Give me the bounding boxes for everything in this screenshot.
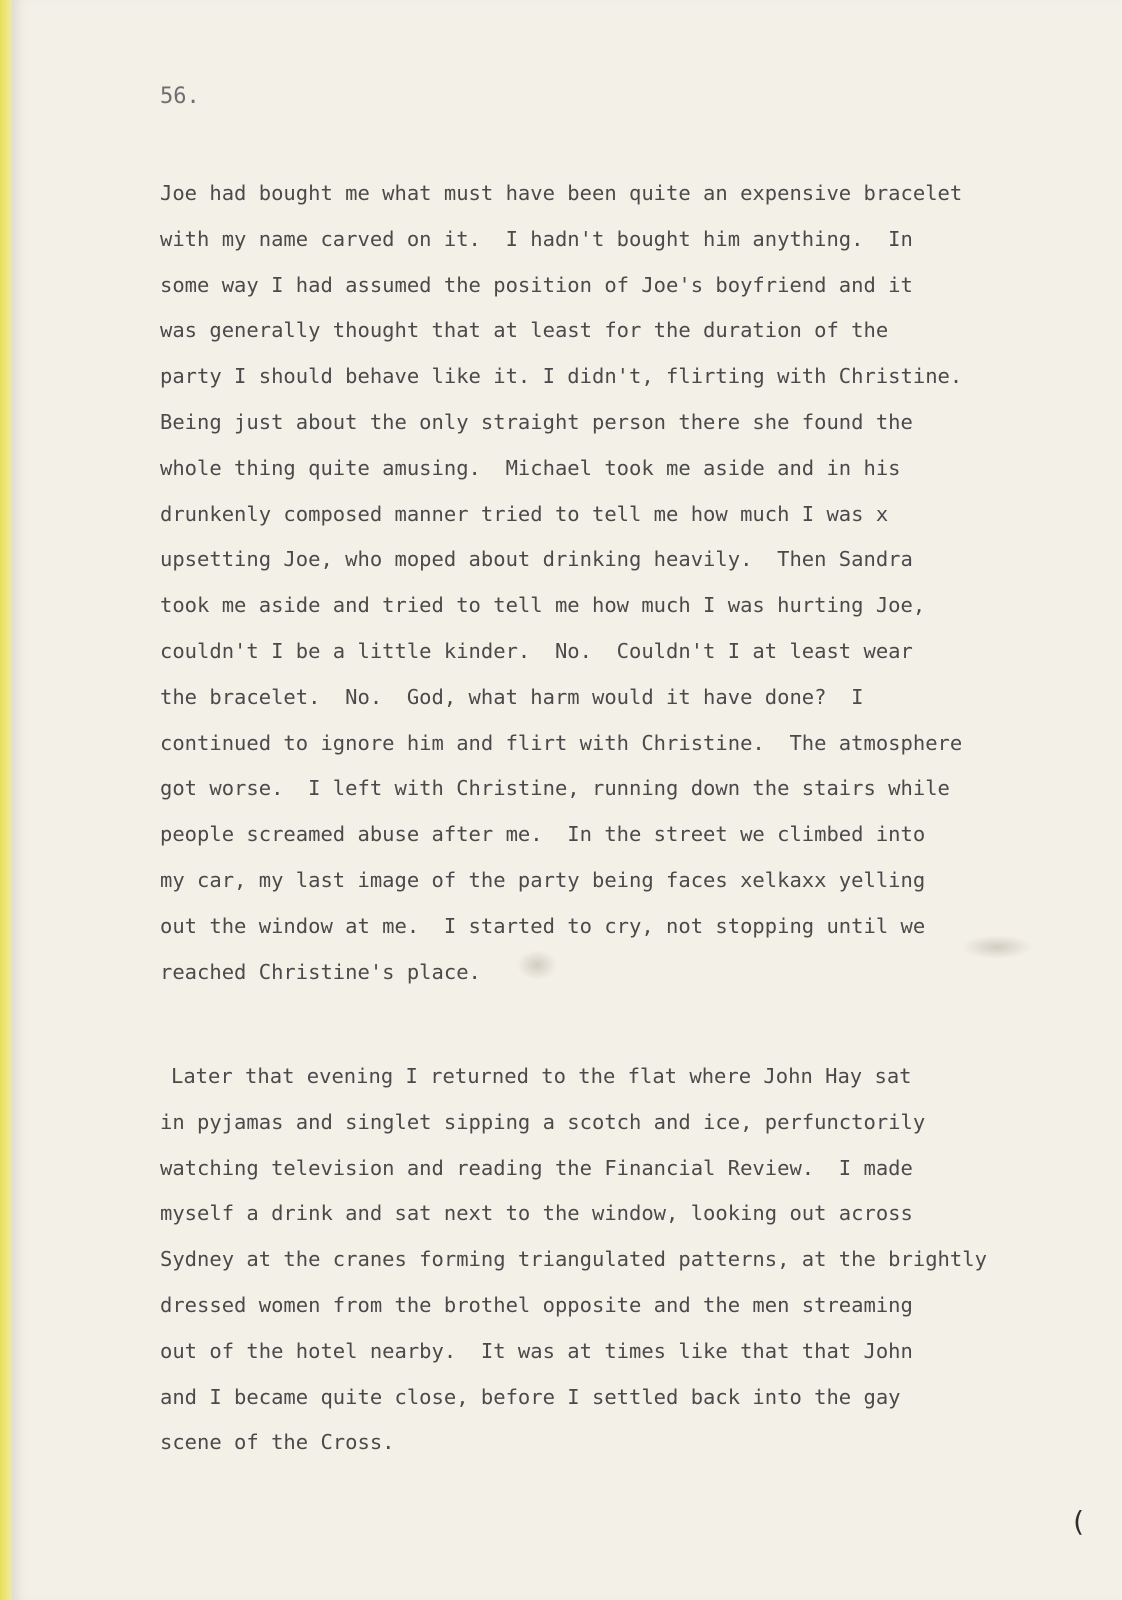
text-line: whole thing quite amusing. Michael took me aside and in his (160, 455, 901, 480)
text-line: Joe had bought me what must have been quite an expensive bracelet (160, 181, 963, 205)
text-line: scene of the Cross. (160, 1430, 395, 1455)
text-line: people screamed abuse after me. In the street we climbed into (160, 822, 926, 847)
text-line: continued to ignore him and flirt with Christine. The atmosphere (160, 730, 963, 755)
text-line: and I became quite close, before I settled back into the gay (160, 1384, 901, 1409)
text-line: got worse. I left with Christine, running down the stairs while (160, 776, 950, 801)
pencil-mark-icon: ( (1073, 1505, 1084, 1538)
text-line: the bracelet. No. God, what harm would it have done? I (160, 684, 864, 709)
text-line: reached Christine's place. (160, 959, 481, 984)
text-line: watching television and reading the Financial Review. I made (160, 1155, 913, 1180)
text-line: out of the hotel nearby. It was at times like that that John (160, 1338, 913, 1363)
paragraph-1 (160, 171, 1090, 995)
page-number: 56. (160, 84, 200, 109)
text-line: myself a drink and sat next to the window, looking out across (160, 1201, 913, 1226)
text-line: out the window at me. I started to cry, not stopping until we (160, 913, 926, 938)
text-line: with my name carved on it. I hadn't bought him anything. In (160, 226, 913, 251)
text-line: in pyjamas and singlet sipping a scotch and ice, perfunctorily (160, 1109, 926, 1134)
text-line: couldn't I be a little kinder. No. Couldn't I at least wear (160, 638, 913, 663)
text-line: some way I had assumed the position of Joe's boyfriend and it (160, 272, 913, 297)
text-line: was generally thought that at least for the duration of the (160, 318, 889, 343)
text-line: my car, my last image of the party being faces xelkaxx yelling (160, 867, 926, 892)
text-line: party I should behave like it. I didn't, flirting with Christine. (160, 364, 963, 389)
text-line: Later that evening I returned to the flat where John Hay sat (171, 1064, 912, 1088)
text-line: upsetting Joe, who moped about drinking heavily. Then Sandra (160, 547, 913, 572)
text-line: dressed women from the brothel opposite and the men streaming (160, 1292, 913, 1317)
text-line: took me aside and tried to tell me how much I was hurting Joe, (160, 593, 926, 618)
text-line: Being just about the only straight person there she found the (160, 409, 913, 434)
text-line: drunkenly composed manner tried to tell me how much I was x (160, 501, 889, 526)
text-line: Sydney at the cranes forming triangulated patterns, at the brightly (160, 1247, 987, 1272)
paragraph-2 (160, 1054, 1090, 1466)
